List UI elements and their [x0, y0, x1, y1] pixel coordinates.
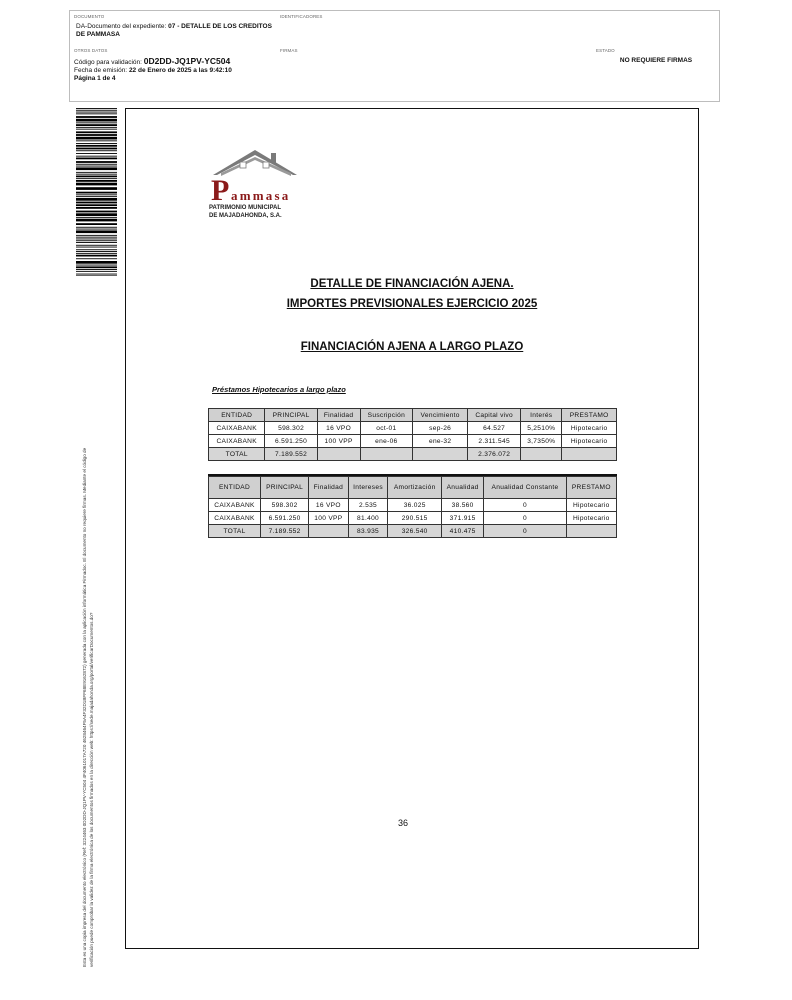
total-cell: 7.189.552: [265, 448, 317, 461]
verification-note-line1: Esta es una copia impresa del documento electrónico (Ref: 3224463 0D2DD-JQ1PV-YC504 4F4061017A720 4628464F5A4F32D1BFF68E9162872) generada con la aplicación informática Firmadoc. El documento no requiere firmas. Mediante el código de: [82, 447, 87, 967]
total-row: [209, 525, 617, 538]
table-cell: 36.025: [388, 499, 441, 512]
title-financiacion: FINANCIACIÓN AJENA A LARGO PLAZO: [300, 341, 524, 353]
column-header: Finalidad: [317, 409, 360, 422]
identificadores-label: IDENTIFICADORES: [280, 14, 323, 19]
subsection-title: Préstamos Hipotecarios a largo plazo: [212, 385, 346, 394]
total-row: [209, 448, 617, 461]
logo-initial: P: [211, 174, 230, 207]
validation-code: 0D2DD-JQ1PV-YC504: [143, 56, 231, 66]
total-cell: [309, 525, 348, 538]
table-cell: 100 VPP: [309, 512, 348, 525]
table-cell: 81.400: [348, 512, 388, 525]
column-header: PRINCIPAL: [261, 477, 309, 499]
column-header: Suscripción: [360, 409, 413, 422]
table-header-row: [209, 477, 617, 499]
pammasa-logo: [207, 147, 305, 221]
table-cell: 0: [484, 499, 566, 512]
table-cell: 6.591.250: [261, 512, 309, 525]
firmas-label: FIRMAS: [280, 48, 298, 53]
table-cell: CAIXABANK: [209, 499, 261, 512]
column-header: Intereses: [348, 477, 388, 499]
total-cell: TOTAL: [209, 525, 261, 538]
table-cell: 5,2510%: [521, 422, 562, 435]
loans-table: [208, 408, 617, 461]
table-cell: 0: [484, 512, 566, 525]
estado-label: ESTADO: [596, 48, 615, 53]
column-header: Anualidad: [441, 477, 483, 499]
table-cell: oct-01: [360, 422, 413, 435]
codigo-prefix: Código para validación:: [74, 59, 142, 66]
title-importes: IMPORTES PREVISIONALES EJERCICIO 2025: [286, 298, 538, 310]
column-header: Vencimiento: [413, 409, 468, 422]
column-header: PRINCIPAL: [265, 409, 317, 422]
table-cell: CAIXABANK: [209, 512, 261, 525]
verification-note-line2: verificación puede comprobar la validez de la firma electrónica de los documentos firmados en la dirección web: https://sede.majadahonda.org/portal/verificarDocumentos.do?: [88, 612, 94, 967]
emission-date: 22 de Enero de 2025 a las 9:42:10: [128, 67, 232, 74]
column-header: Amortización: [388, 477, 441, 499]
column-header: PRESTAMO: [562, 409, 617, 422]
table-cell: 16 VPO: [317, 422, 360, 435]
table-cell: Hipotecario: [562, 435, 617, 448]
annuity-table: [208, 476, 617, 538]
table-cell: 598.302: [265, 422, 317, 435]
documento-label: DOCUMENTO: [74, 14, 105, 19]
table-cell: CAIXABANK: [209, 435, 265, 448]
table-row: [209, 499, 617, 512]
otros-datos-label: OTROS DATOS: [74, 48, 108, 53]
estado-cell: [592, 45, 720, 102]
table-cell: Hipotecario: [562, 422, 617, 435]
table-cell: 3,7350%: [521, 435, 562, 448]
column-header: ENTIDAD: [209, 409, 265, 422]
total-cell: [413, 448, 468, 461]
column-header: Capital vivo: [468, 409, 521, 422]
table-cell: 2.311.545: [468, 435, 521, 448]
table-cell: 64.527: [468, 422, 521, 435]
house-roof-icon: [213, 150, 297, 176]
table-cell: ene-32: [413, 435, 468, 448]
total-cell: 7.189.552: [261, 525, 309, 538]
total-cell: [317, 448, 360, 461]
firmas-cell: [276, 45, 592, 102]
title-detalle: DETALLE DE FINANCIACIÓN AJENA.: [310, 278, 514, 290]
documento-text: [76, 23, 272, 39]
table-cell: 598.302: [261, 499, 309, 512]
document-header: [69, 10, 720, 102]
verification-note: [82, 299, 95, 967]
table-cell: 16 VPO: [309, 499, 348, 512]
table-cell: 2.535: [348, 499, 388, 512]
table-cell: 6.591.250: [265, 435, 317, 448]
column-header: Anualidad Constante: [484, 477, 566, 499]
table-cell: Hipotecario: [566, 499, 616, 512]
total-cell: 410.475: [441, 525, 483, 538]
total-cell: [521, 448, 562, 461]
total-cell: [566, 525, 616, 538]
total-cell: 0: [484, 525, 566, 538]
identificadores-cell: [276, 11, 720, 45]
logo-line1: PATRIMONIO MUNICIPAL: [209, 205, 281, 211]
estado-value: NO REQUIERE FIRMAS: [619, 57, 693, 64]
total-cell: 83.935: [348, 525, 388, 538]
table-cell: Hipotecario: [566, 512, 616, 525]
total-cell: [562, 448, 617, 461]
fecha-prefix: Fecha de emisión:: [74, 67, 128, 74]
documento-cell: [70, 11, 276, 45]
documento-title: 07 - DETALLE DE LOS CREDITOS DE PAMMASA: [76, 23, 272, 38]
column-header: PRESTAMO: [566, 477, 616, 499]
otros-datos-text: [74, 57, 232, 83]
table-header-row: [209, 409, 617, 422]
page-count: Página 1 de 4: [74, 75, 116, 82]
table-cell: CAIXABANK: [209, 422, 265, 435]
table-cell: sep-26: [413, 422, 468, 435]
total-cell: 2.376.072: [468, 448, 521, 461]
total-cell: [360, 448, 413, 461]
table-cell: 38.560: [441, 499, 483, 512]
documento-prefix: DA-Documento del expediente:: [76, 23, 167, 30]
barcode: [76, 108, 117, 276]
total-cell: 326.540: [388, 525, 441, 538]
page-number: 36: [397, 818, 408, 828]
table-row: [209, 422, 617, 435]
otros-datos-cell: [70, 45, 276, 102]
total-cell: TOTAL: [209, 448, 265, 461]
column-header: Interés: [521, 409, 562, 422]
logo-name: ammasa: [231, 188, 291, 203]
table-row: [209, 435, 617, 448]
table-cell: ene-06: [360, 435, 413, 448]
column-header: ENTIDAD: [209, 477, 261, 499]
column-header: Finalidad: [309, 477, 348, 499]
table-row: [209, 512, 617, 525]
table-cell: 290.515: [388, 512, 441, 525]
logo-line2: DE MAJADAHONDA, S.A.: [209, 213, 282, 219]
table-cell: 100 VPP: [317, 435, 360, 448]
table-cell: 371.915: [441, 512, 483, 525]
